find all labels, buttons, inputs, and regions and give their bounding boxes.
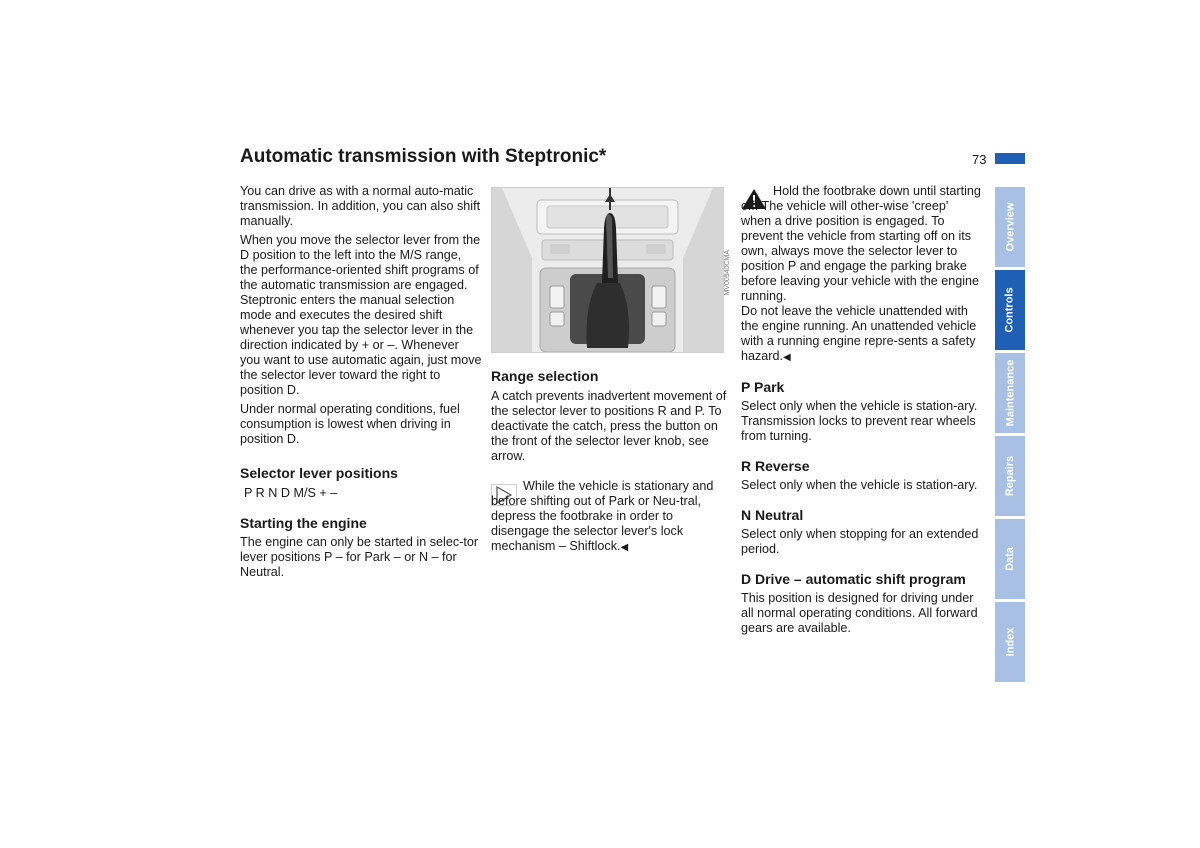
tab-data-label: Data	[1004, 547, 1016, 571]
heading-park: P Park	[741, 379, 785, 395]
range-selection-paragraph: A catch prevents inadvertent movement of the selector lever to positions R and P. To deactivate the catch, press the button on the front of the selector lever knob, see arrow.	[491, 389, 727, 463]
tab-maintenance-label: Maintenance	[1004, 359, 1017, 427]
tab-overview-label: Overview	[1004, 202, 1017, 252]
drive-paragraph: This position is designed for driving under all normal operating conditions. All forward gears are available.	[741, 591, 978, 635]
fuel-paragraph: Under normal operating conditions, fuel consumption is lowest when driving in position D.	[240, 402, 460, 446]
warning-end-mark-icon: ◀	[783, 352, 791, 363]
column-3	[741, 184, 981, 640]
column-2	[491, 368, 731, 468]
tab-data[interactable]	[995, 519, 1025, 599]
heading-selector-positions: Selector lever positions	[240, 465, 398, 481]
shiftlock-note-text: While the vehicle is stationary and before shifting out of Park or Neu-tral, depress the footbrake in order to disengage the selector lever's lock mechanism – Shiftlock.	[491, 479, 714, 553]
tab-repairs-label: Repairs	[1004, 455, 1017, 497]
heading-drive: D Drive – automatic shift program	[741, 571, 966, 587]
tab-controls[interactable]	[995, 270, 1025, 350]
neutral-paragraph: Select only when stopping for an extended period.	[741, 527, 979, 556]
heading-range-selection: Range selection	[491, 368, 599, 384]
end-mark-icon: ◀	[620, 542, 629, 553]
park-paragraph: Select only when the vehicle is station-ary. Transmission locks to prevent rear wheels from turning.	[741, 399, 978, 443]
tab-index-label: Index	[1003, 627, 1016, 657]
warning-paragraph: Hold the footbrake down until starting off. The vehicle will other-wise 'creep' when a drive position is engaged. To prevent the vehicle from starting off on its own, always move the selector lever to position P and engage the parking brake before leaving your vehicle with the engine running.	[741, 184, 981, 303]
heading-reverse: R Reverse	[741, 458, 810, 474]
heading-neutral: N Neutral	[741, 507, 804, 523]
tab-controls-label: Controls	[1004, 287, 1017, 333]
intro-paragraph: You can drive as with a normal auto-matic transmission. In addition, you can also shift manually.	[240, 184, 481, 228]
page-number-bar	[995, 153, 1025, 164]
tab-maintenance[interactable]	[995, 353, 1025, 433]
selector-lever-photo	[491, 187, 724, 353]
steptronic-paragraph: When you move the selector lever from the D position to the left into the M/S range, the performance-oriented shift programs of the automatic transmission are engaged. Steptronic enters the manual selection mode and executes the desired shift whenever you tap the selector lever in the direction indicated by + or –. Whenever you want to use automatic again, just move the selector lever toward the right to position D.	[240, 233, 482, 397]
shiftlock-note	[491, 479, 731, 559]
gear-selector-illustration	[492, 188, 723, 352]
page-number: 73	[972, 152, 987, 167]
column-1	[240, 184, 482, 584]
photo-caption: MV00940CMA	[724, 250, 731, 296]
starting-engine-paragraph: The engine can only be started in selec-tor lever positions P – for Park – or N – for Neutral.	[240, 535, 479, 579]
page-title: Automatic transmission with Steptronic*	[240, 146, 607, 167]
tab-index[interactable]	[995, 602, 1025, 682]
reverse-paragraph: Select only when the vehicle is station-ary.	[741, 478, 978, 492]
heading-starting-engine: Starting the engine	[240, 515, 367, 531]
tab-repairs[interactable]	[995, 436, 1025, 516]
warning-paragraph-2: Do not leave the vehicle unattended with the engine running. An unattended vehicle with a running engine repre-sents a safety hazard.	[741, 304, 977, 363]
selector-positions-list: P R N D M/S + –	[244, 486, 338, 500]
tab-overview[interactable]	[995, 187, 1025, 267]
